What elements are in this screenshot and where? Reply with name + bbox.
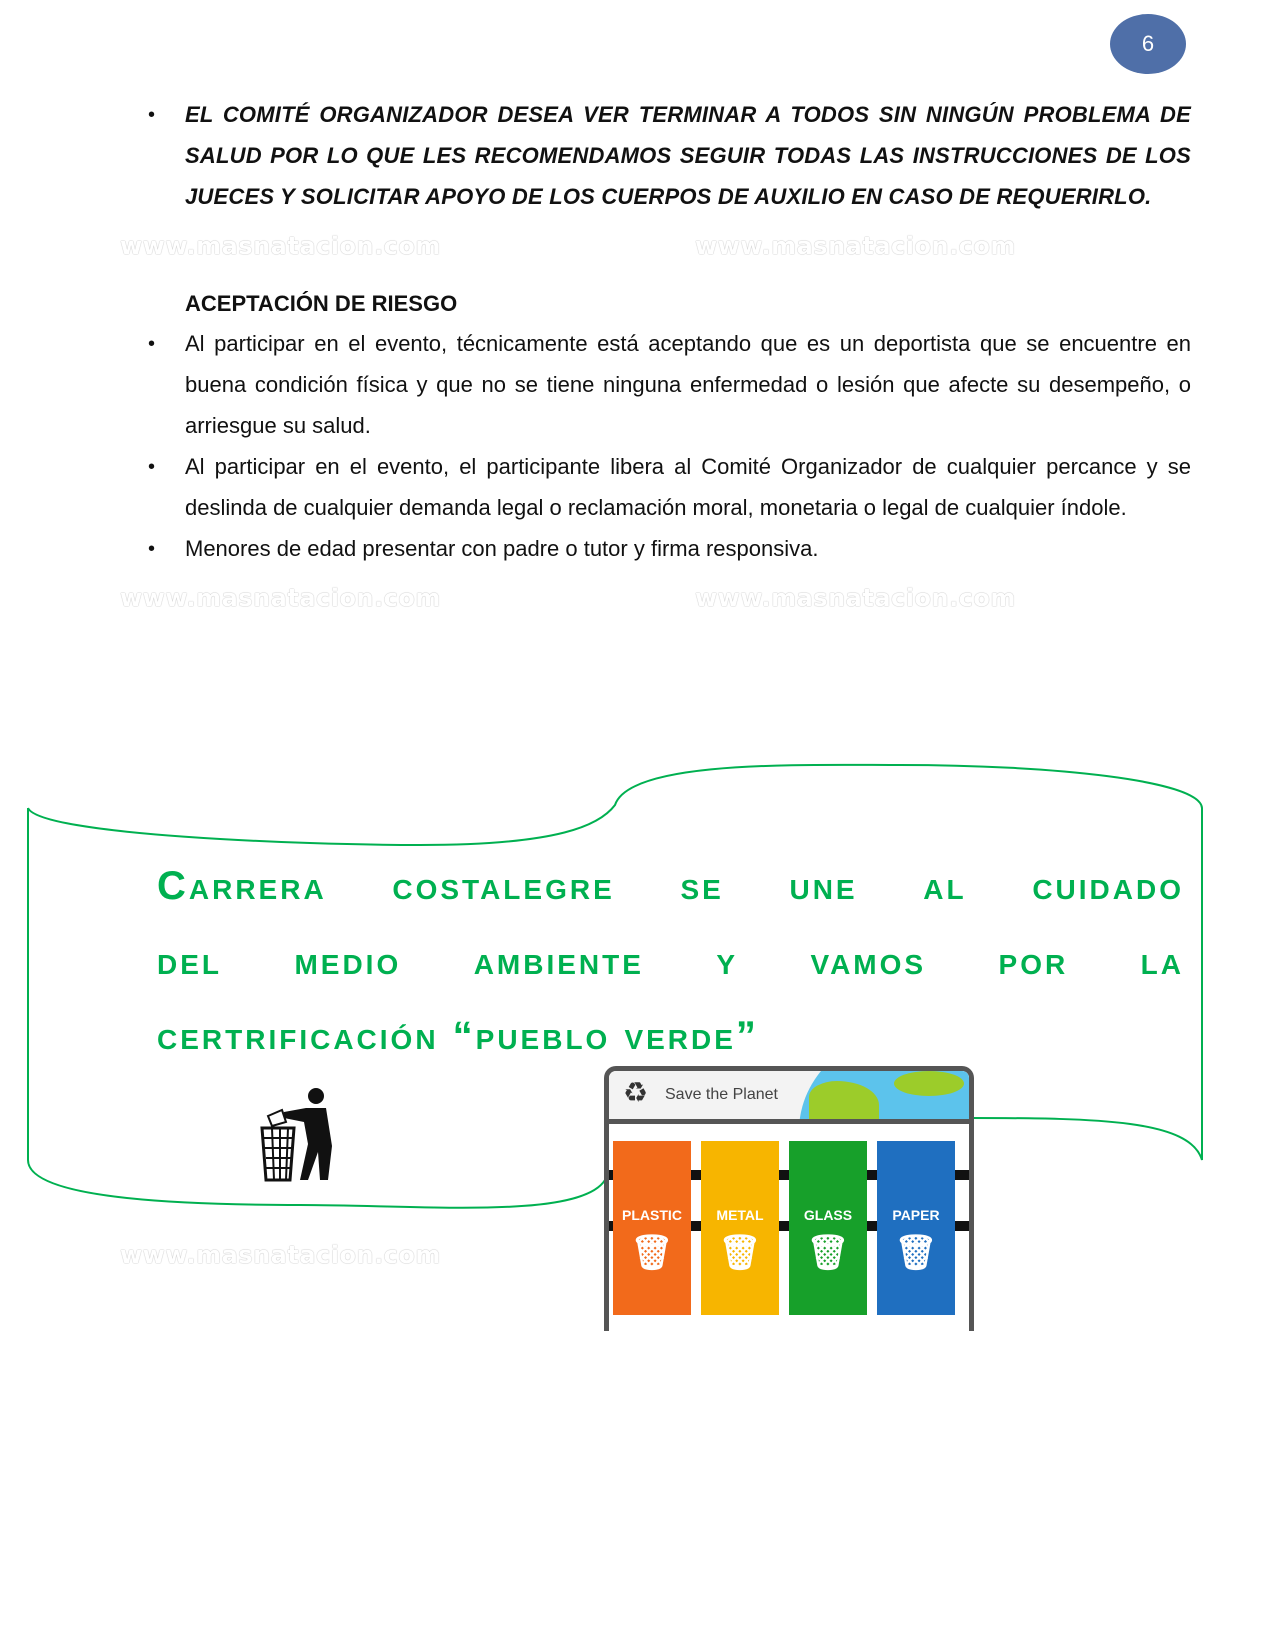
tidy-man-litter-icon xyxy=(256,1086,336,1182)
bullet-icon: • xyxy=(148,104,156,126)
risk-item xyxy=(0,528,1191,569)
watermark: www.masnatacion.com xyxy=(695,232,1016,260)
watermark: www.masnatacion.com xyxy=(120,1241,441,1269)
bin-paper: PAPER 🗑 xyxy=(877,1141,955,1315)
bin-glass: GLASS 🗑 xyxy=(789,1141,867,1315)
organizer-notice: EL COMITÉ ORGANIZADOR DESEA VER TERMINAR A TODOS SIN NINGÚN PROBLEMA DE SALUD POR LO QUE LES RECOMENDAMOS SEGUIR TODAS LAS INSTRUCCIONES DE LOS JUECES Y SOLICITAR APOYO DE LOS CUERPOS DE AUXILIO EN CASO DE REQUERIRLO. xyxy=(185,102,1191,209)
risk-bullet-3: Menores de edad presentar con padre o tutor y firma responsiva. xyxy=(185,536,819,561)
bullet-icon: • xyxy=(148,333,156,355)
section-heading: ACEPTACIÓN DE RIESGO xyxy=(185,291,458,316)
recycle-icon: ♻ xyxy=(623,1077,649,1108)
watermark: www.masnatacion.com xyxy=(120,232,441,260)
page-number-badge: 6 xyxy=(1110,14,1186,74)
watermark: www.masnatacion.com xyxy=(695,584,1016,612)
notice-item xyxy=(0,94,1191,217)
bullet-icon: • xyxy=(148,538,156,560)
recycle-bins-image xyxy=(604,1066,974,1331)
bullet-icon: • xyxy=(148,456,156,478)
watermark: www.masnatacion.com xyxy=(120,584,441,612)
banner-line-2: del medio ambiente y vamos por la xyxy=(157,939,1184,983)
banner-line-1: Carrera costalegre se une al cuidado xyxy=(157,864,1184,908)
bin-metal: METAL 🗑 xyxy=(701,1141,779,1315)
risk-item xyxy=(0,446,1191,528)
save-planet-title: Save the Planet xyxy=(665,1086,778,1103)
risk-bullet-2: Al participar en el evento, el participante libera al Comité Organizador de cualquier percance y se deslinda de cualquier demanda legal o reclamación moral, monetaria o legal de cualquier índole. xyxy=(185,454,1191,520)
watermark-row xyxy=(0,583,1275,617)
risk-bullet-1: Al participar en el evento, técnicamente está aceptando que es un deportista que se encuentre en buena condición física y que no se tiene ninguna enfermedad o lesión que afecte su desempeño, o arriesgue su salud. xyxy=(185,331,1191,438)
document-body xyxy=(0,94,1275,627)
banner-line-3: certrificación “pueblo verde” xyxy=(157,1014,759,1058)
bin-plastic: PLASTIC 🗑 xyxy=(613,1141,691,1315)
watermark-row xyxy=(0,231,1275,265)
risk-item xyxy=(0,323,1191,446)
